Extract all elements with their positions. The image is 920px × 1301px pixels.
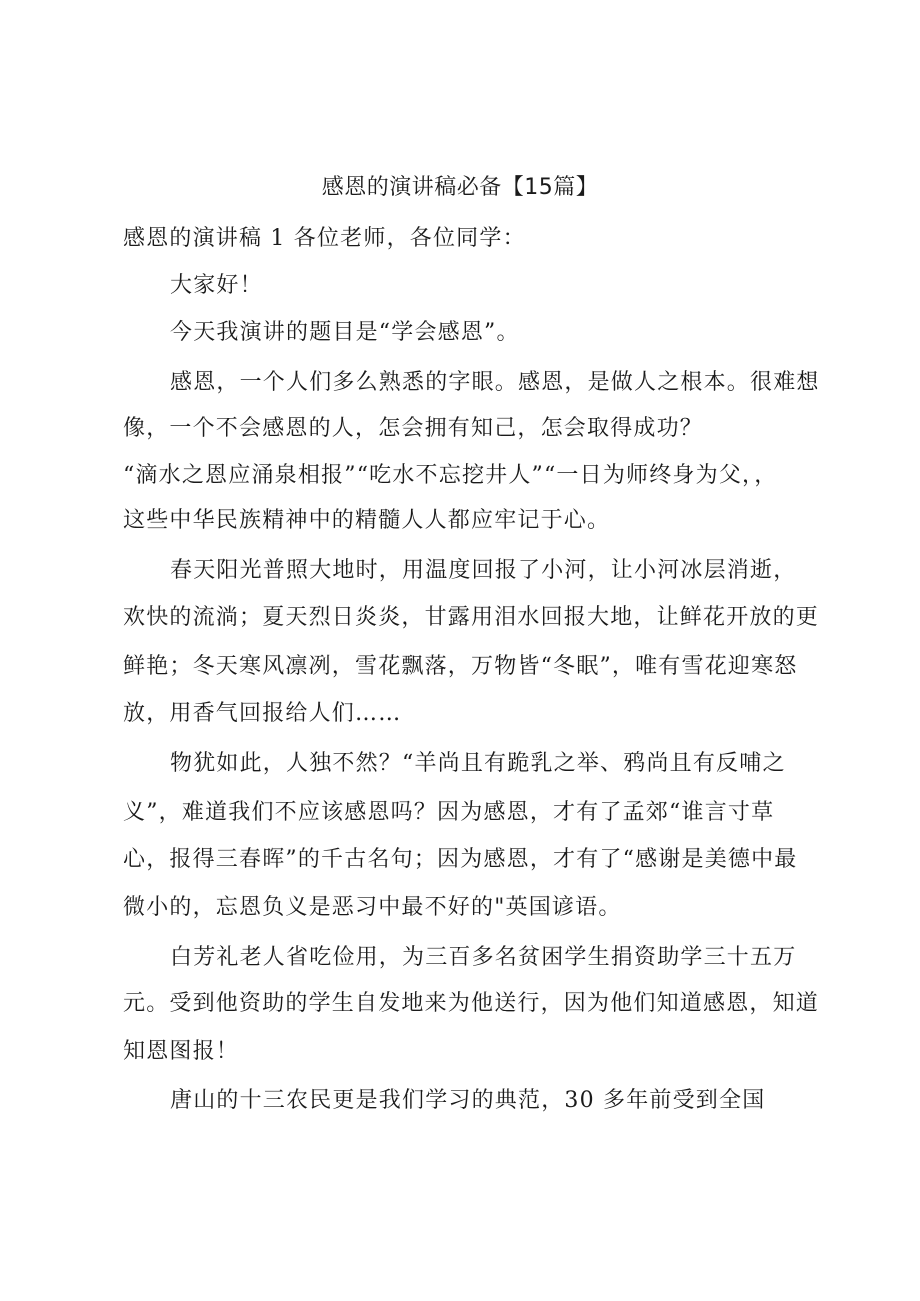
paragraph-line: 鲜艳；冬天寒风凛冽，雪花飘落，万物皆“冬眠”，唯有雪花迎寒怒 (123, 654, 798, 679)
paragraph-line: 放，用香气回报给人们…… (123, 701, 402, 726)
paragraph-line: 感恩，一个人们多么熟悉的字眼。感恩，是做人之根本。很难想 (170, 370, 820, 395)
paragraph-line: 义”，难道我们不应该感恩吗？因为感恩，才有了孟郊“谁言寸草 (123, 800, 775, 825)
paragraph-line: 春天阳光普照大地时，用温度回报了小河，让小河冰层消逝， (170, 558, 797, 583)
paragraph-line: 像，一个不会感恩的人，怎会拥有知己，怎会取得成功？ (123, 416, 704, 441)
paragraph-line: 知恩图报！ (123, 1039, 240, 1064)
paragraph-line: 心，报得三春晖”的千古名句；因为感恩，才有了“感谢是美德中最 (123, 847, 798, 872)
paragraph-line: 大家好！ (170, 273, 263, 298)
paragraph-line: 物犹如此，人独不然？“羊尚且有跪乳之举、鸦尚且有反哺之 (170, 751, 786, 776)
paragraph-line: 这些中华民族精神中的精髓人人都应牢记于心。 (123, 508, 611, 533)
paragraph-line: 元。受到他资助的学生自发地来为他送行，因为他们知道感恩，知道 (123, 991, 820, 1016)
paragraph-line: 欢快的流淌；夏天烈日炎炎，甘露用泪水回报大地，让鲜花开放的更 (123, 605, 820, 630)
paragraph-line: “滴水之恩应涌泉相报”“吃水不忘挖井人”“一日为师终身为父，， (123, 463, 778, 488)
paragraph-line: 今天我演讲的题目是“学会感恩”。 (170, 320, 520, 345)
paragraph-line: 白芳礼老人省吃俭用，为三百多名贫困学生捐资助学三十五万 (170, 945, 797, 970)
paragraph-line: 微小的，忘恩负义是恶习中最不好的"英国谚语。 (123, 895, 622, 920)
paragraph-line: 感恩的演讲稿 1 各位老师，各位同学： (123, 226, 526, 251)
paragraph-line: 唐山的十三农民更是我们学习的典范，30 多年前受到全国 (170, 1088, 766, 1113)
document-title: 感恩的演讲稿必备【15篇】 (321, 175, 599, 200)
